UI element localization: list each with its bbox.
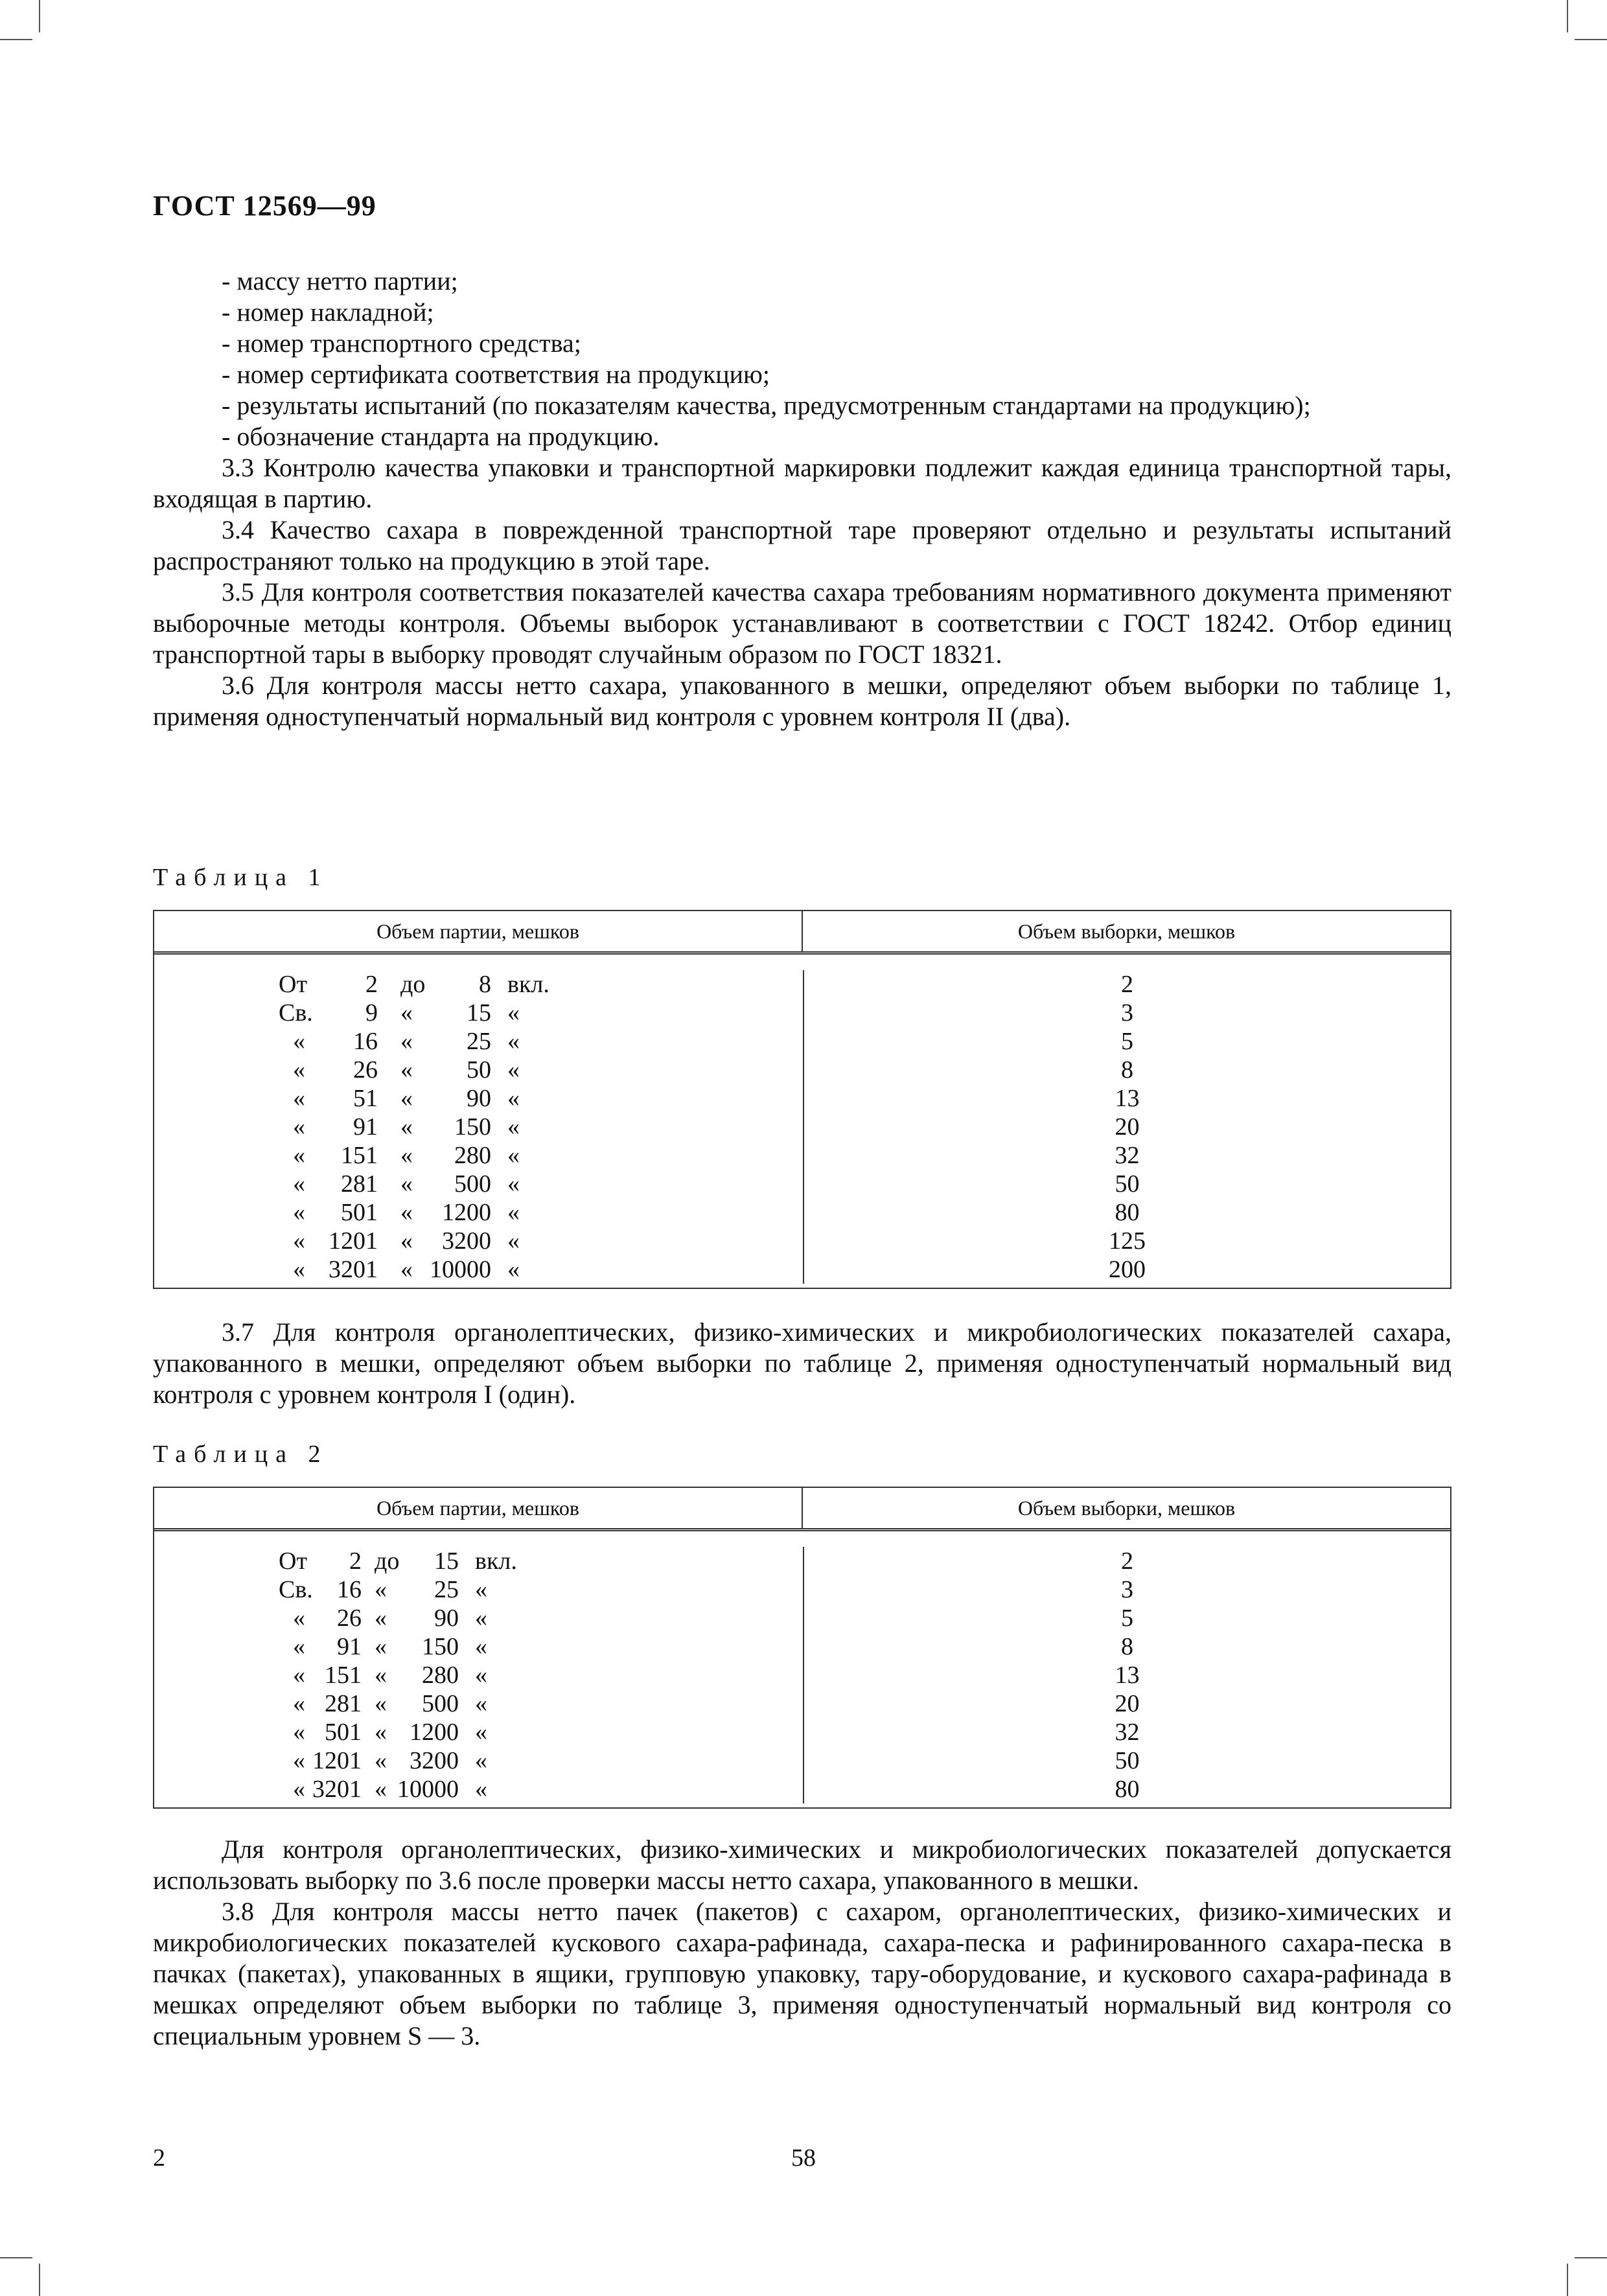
table-row [154,1575,803,1604]
range-separator: « [400,999,413,1026]
range-from: 1201 [312,1747,362,1774]
range-to: 25 [467,1028,491,1055]
paragraph-3-7: 3.7 Для контроля органолептических, физико-химических и микробиологических показателей сахара, упакованного в мешки, определяют объем выборки по таблице 2, применяя одноступенчатый нормальный вид контроля с уровнем контроля I (один). [153,1317,1451,1409]
table-row [804,1604,1450,1632]
table-row [804,1746,1450,1775]
lot-size-column [154,970,804,1284]
range-suffix: « [507,1227,520,1255]
sample-size-value: 32 [1115,1719,1140,1746]
sample-size-value: 8 [1121,1056,1133,1084]
list-item: - номер сертификата соответствия на продукцию; [222,360,770,389]
range-to: 50 [467,1056,491,1084]
table-row [154,1661,803,1689]
range-to: 1200 [442,1199,491,1226]
range-separator: « [400,1142,413,1169]
sample-size-value: 20 [1115,1113,1140,1141]
column-header-lot-size: Объем партии, мешков [376,919,579,943]
range-separator: « [400,1256,413,1283]
sample-size-value: 2 [1121,971,1133,998]
range-prefix: « [293,1662,305,1689]
table-row [804,999,1450,1027]
range-from: 26 [337,1605,362,1632]
range-prefix: От [279,1548,308,1575]
sample-size-value: 5 [1121,1605,1133,1632]
range-from: 1201 [329,1227,378,1255]
range-prefix: Св. [279,1576,313,1603]
sample-size-value: 13 [1115,1662,1140,1689]
range-from: 501 [325,1719,362,1746]
table-row [804,1198,1450,1227]
range-suffix: « [475,1747,487,1774]
range-to: 280 [422,1662,459,1689]
paragraph-3-6: 3.6 Для контроля массы нетто сахара, упакованного в мешки, определяют объем выборки по таблице 1, применяя одноступенчатый нормальный вид контроля с уровнем контроля II (два). [153,671,1451,731]
sample-size-value: 2 [1121,1548,1133,1575]
table-row [154,999,803,1027]
table-row [804,1170,1450,1198]
paragraph-3-5: 3.5 Для контроля соответствия показателей качества сахара требованиям нормативного документа применяют выборочные методы контроля. Объемы выборок устанавливают в соответствии с ГОСТ 18242. Отбор единиц транспортной тары в выборку проводят случайным образом по ГОСТ 18321. [153,577,1451,669]
range-from: 3201 [312,1776,362,1803]
column-header-sample-size: Объем выборки, мешков [802,1488,1450,1528]
table-2-caption: Таблица 2 [153,1441,329,1468]
list-item: - массу нетто партии; [222,266,458,296]
sample-size-value: 125 [1109,1227,1146,1255]
table-row [154,1198,803,1227]
sample-size-value: 5 [1121,1028,1133,1055]
table-row [154,1547,803,1575]
range-separator: до [375,1548,400,1575]
crop-mark [39,0,40,32]
page-number-center: 58 [791,2144,816,2172]
table-row [154,1746,803,1775]
table-row [154,1255,803,1284]
table-row [804,1775,1450,1803]
range-from: 16 [353,1028,378,1055]
crop-mark [1567,2264,1568,2296]
range-from: 501 [341,1199,378,1226]
range-prefix: Св. [279,999,313,1026]
range-to: 25 [434,1576,459,1603]
range-from: 2 [349,1548,362,1575]
range-separator: « [375,1576,387,1603]
page-number-left: 2 [153,2144,165,2172]
range-prefix: От [279,971,308,998]
range-prefix: « [293,1747,305,1774]
range-suffix: « [507,1028,520,1055]
range-prefix: « [293,1142,305,1169]
table-row [804,1255,1450,1284]
crop-mark [39,2264,40,2296]
range-from: 151 [341,1142,378,1169]
table-row [804,1027,1450,1056]
table-row [154,1775,803,1803]
range-prefix: « [293,1227,305,1255]
table-row [804,1547,1450,1575]
range-from: 91 [337,1633,362,1660]
table-row [154,1113,803,1141]
range-prefix: « [293,1028,305,1055]
sample-size-value: 3 [1121,999,1133,1026]
sample-size-value: 13 [1115,1085,1140,1112]
range-separator: « [400,1113,413,1141]
table-row [804,1575,1450,1604]
range-to: 3200 [442,1227,491,1255]
range-suffix: « [475,1576,487,1603]
range-suffix: « [507,1170,520,1198]
range-suffix: « [507,999,520,1026]
range-separator: « [375,1747,387,1774]
table-row [154,1604,803,1632]
range-suffix: « [507,1056,520,1084]
range-suffix: « [507,1142,520,1169]
range-separator: « [400,1056,413,1084]
table-row [154,1227,803,1255]
range-to: 8 [479,971,491,998]
sample-size-column [804,1547,1450,1803]
range-from: 151 [325,1662,362,1689]
table-header [154,911,1450,955]
crop-mark [1567,0,1568,32]
range-separator: « [400,1199,413,1226]
range-separator: « [400,1170,413,1198]
range-prefix: « [293,1690,305,1717]
range-suffix: « [475,1690,487,1717]
range-from: 3201 [329,1256,378,1283]
crop-mark [0,39,32,40]
range-to: 90 [434,1605,459,1632]
column-header-lot-size: Объем партии, мешков [376,1496,579,1520]
table-row [804,1689,1450,1718]
body-top [153,266,1451,732]
table-row [804,1056,1450,1084]
range-to: 3200 [410,1747,459,1774]
range-separator: « [400,1227,413,1255]
range-suffix: « [507,1113,520,1141]
table-row [154,1689,803,1718]
paragraph-permission: Для контроля органолептических, физико-химических и микробиологических показателей допускается использовать выборку по 3.6 после проверки массы нетто сахара, упакованного в мешки. [153,1835,1451,1895]
range-prefix: « [293,1199,305,1226]
range-prefix: « [293,1056,305,1084]
table-row [804,1084,1450,1113]
range-suffix: вкл. [475,1548,517,1575]
range-separator: до [400,971,426,998]
range-separator: « [375,1662,387,1689]
range-to: 150 [422,1633,459,1660]
range-suffix: « [507,1199,520,1226]
table-row [154,1170,803,1198]
table-row [804,1661,1450,1689]
range-prefix: « [293,1633,305,1660]
range-separator: « [375,1633,387,1660]
table-row [154,1718,803,1746]
crop-mark [1575,2257,1607,2258]
range-to: 15 [467,999,491,1026]
table-row [154,1141,803,1170]
range-prefix: « [293,1605,305,1632]
range-to: 90 [467,1085,491,1112]
sample-size-value: 20 [1115,1690,1140,1717]
document-header: ГОСТ 12569—99 [153,190,376,222]
range-suffix: « [475,1662,487,1689]
range-separator: « [375,1776,387,1803]
body-bottom [153,1834,1451,2052]
table-body [154,955,1450,1288]
table-row [154,1056,803,1084]
list-item: - результаты испытаний (по показателям качества, предусмотренным стандартами на продукцию); [222,391,1311,420]
table-row [154,970,803,999]
table-1 [153,910,1451,1289]
table-1-caption: Таблица 1 [153,864,329,891]
range-to: 280 [454,1142,491,1169]
range-from: 281 [341,1170,378,1198]
table-row [804,1718,1450,1746]
range-suffix: « [507,1085,520,1112]
table-body [154,1531,1450,1807]
table-row [804,1141,1450,1170]
range-to: 1200 [410,1719,459,1746]
range-from: 281 [325,1690,362,1717]
body-middle [153,1317,1451,1410]
sample-size-value: 200 [1109,1256,1146,1283]
range-prefix: « [293,1170,305,1198]
range-suffix: вкл. [507,971,549,998]
sample-size-column [804,970,1450,1284]
range-to: 10000 [397,1776,459,1803]
range-to: 10000 [430,1256,491,1283]
list-item: - номер накладной; [222,297,434,327]
lot-size-column [154,1547,804,1803]
range-from: 2 [365,971,378,998]
paragraph-3-8: 3.8 Для контроля массы нетто пачек (пакетов) с сахаром, органолептических, физико-химических и микробиологических показателей кускового сахара-рафинада, сахара-песка и рафинированного сахара-песка в пачках (пакетах), упакованных в ящики, групповую упаковку, тару-оборудование, и кускового сахара-рафинада в мешках определяют объем выборки по таблице 3, применяя одноступенчатый нормальный вид контроля со специальным уровнем S — 3. [153,1897,1451,2050]
range-to: 150 [454,1113,491,1141]
range-to: 15 [434,1548,459,1575]
range-prefix: « [293,1256,305,1283]
range-suffix: « [475,1719,487,1746]
sample-size-value: 80 [1115,1199,1140,1226]
table-row [154,1084,803,1113]
table-row [154,1027,803,1056]
sample-size-value: 3 [1121,1576,1133,1603]
range-suffix: « [475,1633,487,1660]
list-item: - обозначение стандарта на продукцию. [222,422,660,451]
table-row [804,1632,1450,1661]
table-row [804,970,1450,999]
range-to: 500 [422,1690,459,1717]
range-from: 26 [353,1056,378,1084]
sample-size-value: 80 [1115,1776,1140,1803]
range-suffix: « [507,1256,520,1283]
table-2 [153,1487,1451,1809]
range-suffix: « [475,1605,487,1632]
range-from: 51 [353,1085,378,1112]
range-separator: « [400,1028,413,1055]
range-suffix: « [475,1776,487,1803]
sample-size-value: 8 [1121,1633,1133,1660]
column-header-sample-size: Объем выборки, мешков [802,911,1450,951]
table-row [804,1227,1450,1255]
table-row [804,1113,1450,1141]
crop-mark [1575,39,1607,40]
paragraph-3-4: 3.4 Качество сахара в поврежденной транспортной таре проверяют отдельно и результаты испытаний распространяют только на продукцию в этой таре. [153,515,1451,575]
sample-size-value: 50 [1115,1747,1140,1774]
paragraph-3-3: 3.3 Контролю качества упаковки и транспортной маркировки подлежит каждая единица транспортной тары, входящая в партию. [153,453,1451,513]
sample-size-value: 32 [1115,1142,1140,1169]
crop-mark [0,2257,32,2258]
range-separator: « [375,1719,387,1746]
table-row [154,1632,803,1661]
table-header [154,1488,1450,1531]
range-prefix: « [293,1719,305,1746]
range-from: 91 [353,1113,378,1141]
list-item: - номер транспортного средства; [222,329,581,358]
range-prefix: « [293,1776,305,1803]
range-to: 500 [454,1170,491,1198]
sample-size-value: 50 [1115,1170,1140,1198]
range-separator: « [400,1085,413,1112]
range-prefix: « [293,1113,305,1141]
range-prefix: « [293,1085,305,1112]
range-from: 16 [337,1576,362,1603]
range-separator: « [375,1690,387,1717]
range-separator: « [375,1605,387,1632]
range-from: 9 [365,999,378,1026]
